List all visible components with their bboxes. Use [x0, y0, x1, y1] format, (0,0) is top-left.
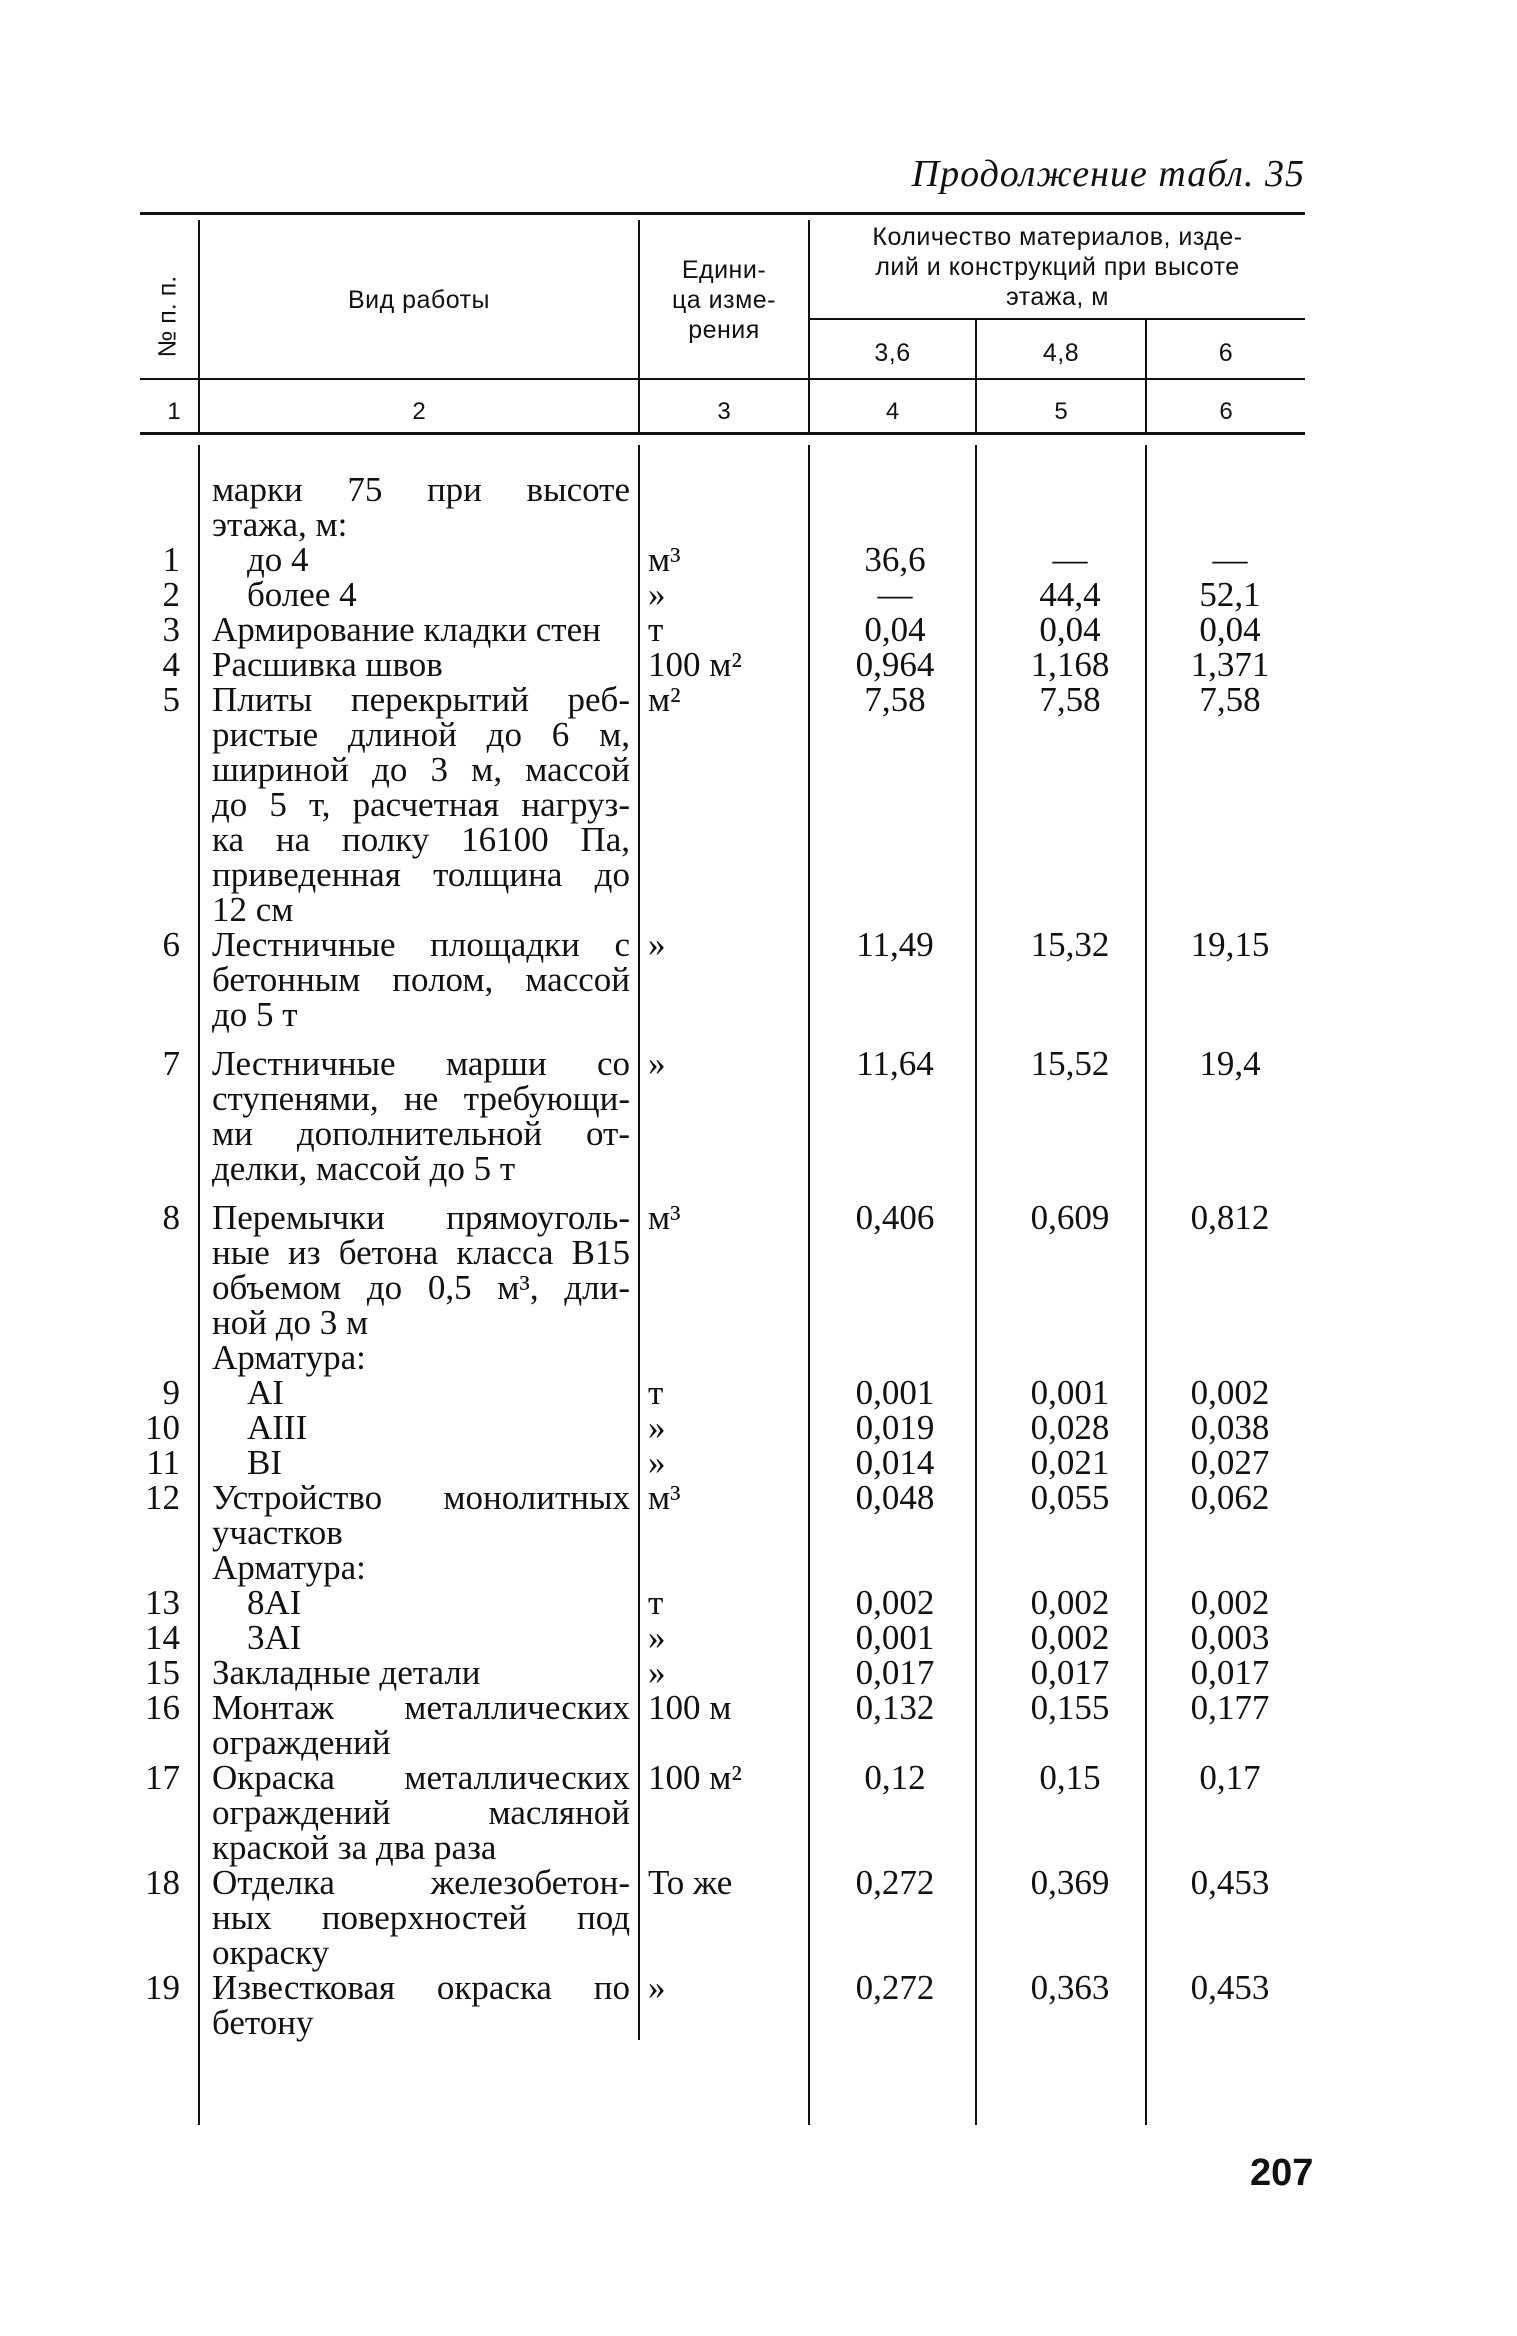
work-description-line: ристые длиной до 6 м, [212, 715, 630, 754]
work-description [212, 1620, 630, 1655]
quantity-value-4-8: 15,52 [1030, 1044, 1110, 1083]
quantity-value-6: 0,003 [1190, 1618, 1270, 1657]
quantity-value-6: 0,453 [1190, 1968, 1270, 2007]
work-description-line: ступенями, не требующи- [212, 1079, 630, 1118]
col-number-6: 6 [1219, 398, 1233, 425]
row-number: 12 [145, 1478, 180, 1517]
header-work-type: Вид работы [347, 286, 491, 314]
row-number: 2 [162, 575, 180, 614]
quantity-value-3-6: 0,964 [855, 645, 935, 684]
quantity-value-4-8: 0,021 [1030, 1443, 1110, 1482]
header-quantity: Количество материалов, изде- лий и конструкций при высоте этажа, м [872, 223, 1243, 311]
col-number-5: 5 [1054, 398, 1068, 425]
quantity-value-6: 19,4 [1199, 1044, 1261, 1083]
quantity-value-6: 0,027 [1190, 1443, 1270, 1482]
row-number: 11 [146, 1443, 180, 1482]
col-number-4: 4 [885, 398, 900, 425]
work-description-line: 12 см [212, 890, 294, 929]
work-description [212, 1445, 630, 1480]
quantity-value-4-8: 0,155 [1030, 1688, 1110, 1727]
quantity-value-4-8: 0,055 [1030, 1478, 1110, 1517]
quantity-value-3-6: 0,12 [864, 1758, 926, 1797]
work-description-line: Лестничные марши со [212, 1044, 630, 1083]
unit-of-measure: » [648, 1443, 666, 1482]
work-description-line: ка на полку 16100 Па, [212, 820, 630, 859]
header-height-2: 4,8 [1042, 339, 1080, 367]
quantity-value-6: 0,002 [1190, 1583, 1270, 1622]
row-number: 17 [145, 1758, 180, 1797]
work-description-line: окраску [212, 1933, 330, 1972]
work-description-line: 8АI [247, 1583, 302, 1622]
quantity-value-3-6: — [877, 575, 913, 614]
work-description-line: ми дополнительной от- [212, 1114, 630, 1153]
row-number: 19 [145, 1968, 180, 2007]
row-number: 5 [162, 680, 180, 719]
row-number: 4 [162, 645, 180, 684]
quantity-value-4-8: 0,001 [1030, 1373, 1110, 1412]
work-description [212, 577, 630, 612]
quantity-value-3-6: 11,49 [856, 925, 934, 964]
quantity-value-6: 0,002 [1190, 1373, 1270, 1412]
quantity-value-6: 7,58 [1199, 680, 1261, 719]
work-description-line: Монтаж металлических [212, 1688, 630, 1727]
work-description [212, 1970, 630, 2040]
table-caption: Продолжение табл. 35 [911, 153, 1305, 195]
work-description-line: до 4 [247, 540, 309, 579]
row-number: 9 [162, 1373, 180, 1412]
work-description-line: более 4 [247, 575, 357, 614]
quantity-value-3-6: 0,272 [855, 1968, 935, 2007]
quantity-value-3-6: 0,002 [855, 1583, 935, 1622]
quantity-value-4-8: 0,609 [1030, 1198, 1110, 1237]
unit-of-measure: м² [648, 680, 681, 719]
work-description-line: бетону [212, 2003, 314, 2042]
work-description-line: ных поверхностей под [212, 1898, 630, 1937]
unit-of-measure: » [648, 1044, 666, 1083]
row-number: 10 [145, 1408, 180, 1447]
work-description [212, 1340, 630, 1375]
work-description-line: Арматура: [212, 1338, 366, 1377]
work-description-line: АIII [247, 1408, 308, 1447]
work-description-line: ВI [247, 1443, 282, 1482]
unit-of-measure: » [648, 1653, 666, 1692]
work-description-line: шириной до 3 м, массой [212, 750, 630, 789]
unit-of-measure: т [648, 610, 664, 649]
unit-of-measure: » [648, 1408, 666, 1447]
quantity-value-6: 0,04 [1199, 610, 1261, 649]
quantity-value-3-6: 11,64 [856, 1044, 934, 1083]
work-description [212, 1375, 630, 1410]
quantity-value-6: 0,453 [1190, 1863, 1270, 1902]
work-description-line: АI [247, 1373, 284, 1412]
unit-of-measure: » [648, 575, 666, 614]
unit-of-measure: м³ [648, 540, 681, 579]
header-height-3: 6 [1218, 339, 1234, 367]
work-description-line: Расшивка швов [212, 645, 443, 684]
quantity-value-4-8: 15,32 [1030, 925, 1110, 964]
work-description-line: Устройство монолитных [212, 1478, 630, 1517]
work-description-line: Лестничные площадки с [212, 925, 630, 964]
quantity-value-3-6: 0,001 [855, 1618, 935, 1657]
unit-of-measure: 100 м² [648, 645, 742, 684]
unit-of-measure: То же [648, 1863, 733, 1902]
header-unit: Едини- ца изме- рения [671, 256, 776, 344]
row-number: 1 [162, 540, 180, 579]
work-description [212, 1200, 630, 1340]
header-height-1: 3,6 [874, 339, 911, 367]
quantity-value-4-8: 0,363 [1030, 1968, 1110, 2007]
col-number-2: 2 [412, 398, 426, 425]
work-description-line: делки, массой до 5 т [212, 1149, 516, 1188]
unit-of-measure: » [648, 1618, 666, 1657]
work-description-line: ограждений масляной [212, 1793, 630, 1832]
col-number-3: 3 [717, 398, 731, 425]
work-description-line: бетонным полом, массой [212, 960, 630, 999]
work-description-line: Плиты перекрытий реб- [212, 680, 630, 719]
quantity-value-3-6: 36,6 [864, 540, 926, 579]
work-description [212, 1046, 630, 1186]
unit-of-measure: т [648, 1583, 664, 1622]
work-description-line: ные из бетона класса В15 [212, 1233, 630, 1272]
quantity-value-3-6: 0,132 [855, 1688, 935, 1727]
unit-of-measure: 100 м² [648, 1758, 742, 1797]
work-description-line: Закладные детали [212, 1653, 481, 1692]
header-row-number: № п. п. [153, 275, 182, 358]
work-description [212, 1585, 630, 1620]
quantity-value-4-8: 0,002 [1030, 1583, 1110, 1622]
quantity-value-3-6: 0,406 [855, 1198, 935, 1237]
quantity-value-4-8: 44,4 [1039, 575, 1101, 614]
work-description-line: Известковая окраска по [212, 1968, 630, 2007]
work-description-line: ной до 3 м [212, 1303, 369, 1342]
work-description-line: до 5 т, расчетная нагруз- [212, 785, 630, 824]
row-number: 13 [145, 1583, 180, 1622]
quantity-value-4-8: — [1052, 540, 1088, 579]
row-number: 15 [145, 1653, 180, 1692]
work-description-line: Армирование кладки стен [212, 610, 601, 649]
work-description [212, 1760, 630, 1865]
quantity-value-4-8: 0,017 [1030, 1653, 1110, 1692]
page-number: 207 [1250, 2152, 1314, 2194]
quantity-value-4-8: 0,04 [1039, 610, 1101, 649]
work-description-line: краской за два раза [212, 1828, 497, 1867]
work-description-line: марки 75 при высоте [212, 470, 630, 509]
work-description [212, 612, 630, 647]
quantity-value-6: 0,017 [1190, 1653, 1270, 1692]
work-description-line: участков [212, 1513, 343, 1552]
row-number: 18 [145, 1863, 180, 1902]
quantity-value-3-6: 0,014 [855, 1443, 935, 1482]
work-description [212, 1690, 630, 1760]
quantity-value-4-8: 0,15 [1039, 1758, 1101, 1797]
work-description [212, 682, 630, 927]
row-number: 6 [162, 925, 180, 964]
unit-of-measure: » [648, 925, 666, 964]
quantity-value-3-6: 0,04 [864, 610, 926, 649]
unit-of-measure: м³ [648, 1198, 681, 1237]
work-description [212, 1865, 630, 1970]
work-description-line: объемом до 0,5 м³, дли- [212, 1268, 630, 1307]
quantity-value-3-6: 0,017 [855, 1653, 935, 1692]
quantity-value-4-8: 7,58 [1039, 680, 1101, 719]
quantity-value-4-8: 0,028 [1030, 1408, 1110, 1447]
work-description [212, 542, 630, 577]
work-description-line: Перемычки прямоуголь- [212, 1198, 630, 1237]
work-description [212, 472, 630, 542]
quantity-value-3-6: 0,019 [855, 1408, 935, 1447]
work-description-line: ограждений [212, 1723, 391, 1762]
work-description [212, 647, 630, 682]
unit-of-measure: т [648, 1373, 664, 1412]
work-description-line: приведенная толщина до [212, 855, 630, 894]
quantity-value-6: 1,371 [1190, 645, 1270, 684]
quantity-value-6: 0,177 [1190, 1688, 1270, 1727]
work-description-line: Арматура: [212, 1548, 366, 1587]
work-description [212, 1410, 630, 1445]
row-number: 7 [162, 1044, 180, 1083]
work-description-line: Отделка железобетон- [212, 1863, 630, 1902]
work-description [212, 1655, 630, 1690]
quantity-value-4-8: 0,369 [1030, 1863, 1110, 1902]
quantity-value-6: 0,038 [1190, 1408, 1270, 1447]
row-number: 16 [145, 1688, 180, 1727]
quantity-value-3-6: 0,001 [855, 1373, 935, 1412]
quantity-value-3-6: 0,048 [855, 1478, 935, 1517]
work-description [212, 1480, 630, 1550]
col-number-1: 1 [167, 398, 181, 425]
work-description-line: этажа, м: [212, 505, 348, 544]
quantity-value-6: — [1212, 540, 1248, 579]
quantity-value-6: 0,062 [1190, 1478, 1270, 1517]
quantity-value-4-8: 0,002 [1030, 1618, 1110, 1657]
row-number: 8 [162, 1198, 180, 1237]
work-description-line: Окраска металлических [212, 1758, 630, 1797]
quantity-value-3-6: 7,58 [864, 680, 926, 719]
row-number: 14 [145, 1618, 180, 1657]
quantity-value-6: 19,15 [1190, 925, 1270, 964]
quantity-value-3-6: 0,272 [855, 1863, 935, 1902]
quantity-value-4-8: 1,168 [1030, 645, 1110, 684]
work-description [212, 927, 630, 1032]
row-number: 3 [162, 610, 180, 649]
unit-of-measure: м³ [648, 1478, 681, 1517]
quantity-value-6: 52,1 [1199, 575, 1261, 614]
quantity-value-6: 0,17 [1199, 1758, 1261, 1797]
unit-of-measure: 100 м [648, 1688, 732, 1727]
quantity-value-6: 0,812 [1190, 1198, 1270, 1237]
work-description-line: 3АI [247, 1618, 302, 1657]
work-description-line: до 5 т [212, 995, 298, 1034]
work-description [212, 1550, 630, 1585]
unit-of-measure: » [648, 1968, 666, 2007]
